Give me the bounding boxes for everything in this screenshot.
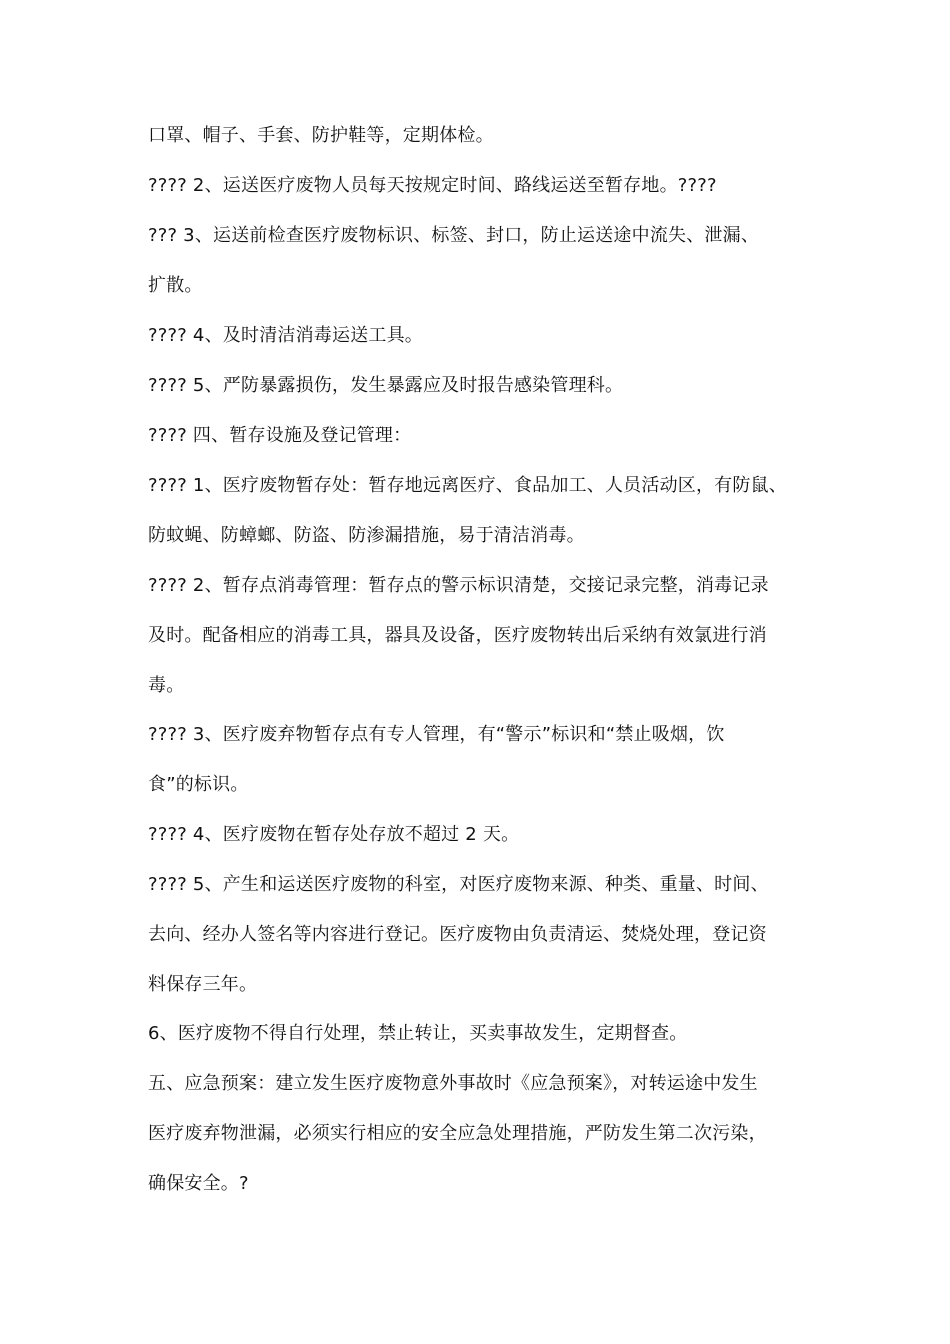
text-line: 扩散。 bbox=[148, 275, 203, 296]
text-line: ???? 1、医疗废物暂存处：暂存地远离医疗、食品加工、人员活动区，有防鼠、 bbox=[148, 475, 787, 496]
text-line: 毒。 bbox=[148, 675, 185, 696]
text-line: 及时。配备相应的消毒工具，器具及设备，医疗废物转出后采纳有效氯进行消 bbox=[148, 625, 767, 646]
text-line: 6、医疗废物不得自行处理，禁止转让，买卖事故发生，定期督查。 bbox=[148, 1023, 688, 1044]
text-line: 医疗废弃物泄漏，必须实行相应的安全应急处理措施，严防发生第二次污染， bbox=[148, 1123, 767, 1144]
text-line: ???? 5、严防暴露损伤，发生暴露应及时报告感染管理科。 bbox=[148, 375, 624, 396]
text-line: ???? 4、医疗废物在暂存处存放不超过 2 天。 bbox=[148, 824, 520, 845]
text-line: ???? 3、医疗废弃物暂存点有专人管理，有“警示”标识和“禁止吸烟，饮 bbox=[148, 724, 725, 745]
text-line: 口罩、帽子、手套、防护鞋等，定期体检。 bbox=[148, 125, 494, 146]
text-line: 去向、经办人签名等内容进行登记。医疗废物由负责清运、焚烧处理，登记资 bbox=[148, 924, 767, 945]
text-line: 料保存三年。 bbox=[148, 974, 258, 995]
text-line: ???? 5、产生和运送医疗废物的科室，对医疗废物来源、种类、重量、时间、 bbox=[148, 874, 769, 895]
section-heading: ???? 四、暂存设施及登记管理： bbox=[148, 425, 412, 446]
section-heading: 五、应急预案：建立发生医疗废物意外事故时《应急预案》，对转运途中发生 bbox=[148, 1073, 758, 1094]
text-line: ???? 2、暂存点消毒管理：暂存点的警示标识清楚，交接记录完整，消毒记录 bbox=[148, 575, 769, 596]
text-line: ???? 4、及时清洁消毒运送工具。 bbox=[148, 325, 423, 346]
text-line: 确保安全。? bbox=[148, 1173, 249, 1194]
text-line: ???? 2、运送医疗废物人员每天按规定时间、路线运送至暂存地。???? bbox=[148, 175, 717, 196]
text-line: 食”的标识。 bbox=[148, 774, 249, 795]
text-line: 防蚊蝇、防蟑螂、防盗、防渗漏措施，易于清洁消毒。 bbox=[148, 525, 585, 546]
text-line: ??? 3、运送前检查医疗废物标识、标签、封口，防止运送途中流失、泄漏、 bbox=[148, 225, 760, 246]
